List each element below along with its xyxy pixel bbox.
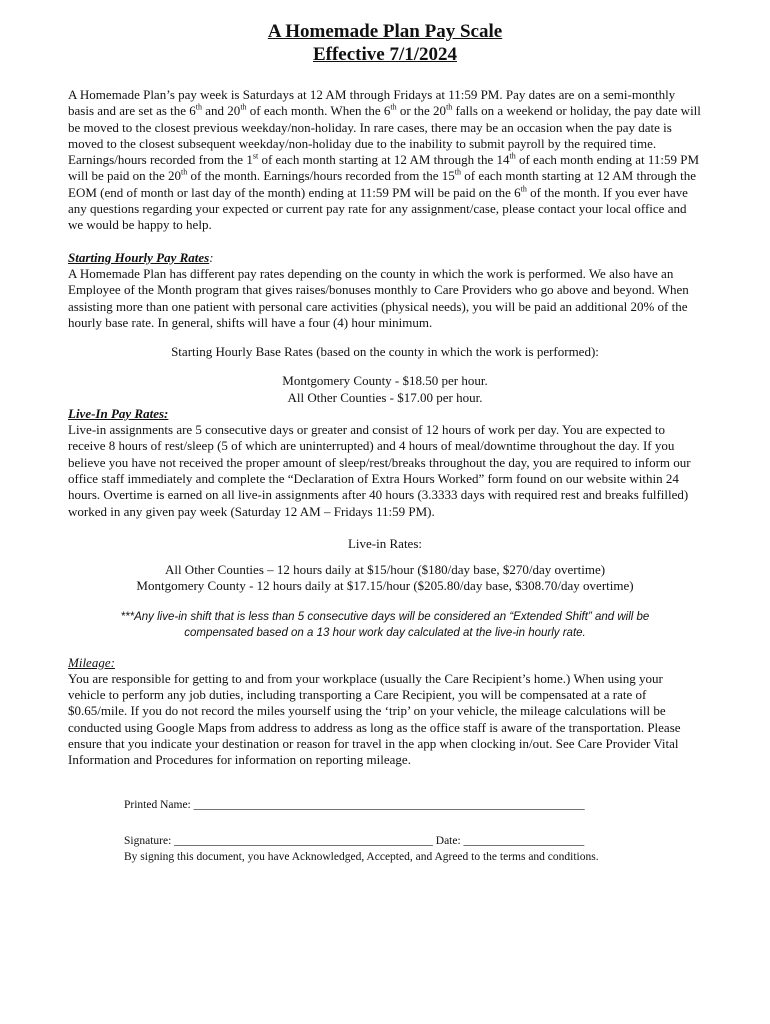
effective-date-title: Effective 7/1/2024	[312, 44, 458, 65]
hourly-rates-body: A Homemade Plan has different pay rates depending on the county in which the work is performed. We also have an Employee of the Month program that gives raises/bonuses monthly to Care Providers who go above and beyond. When assisting more than one patient with personal care activities (physical needs), you will be paid an additional 20% of the hourly base rate. In general, shifts will have a four (4) hour minimum.	[68, 265, 689, 330]
hourly-rates-heading: Starting Hourly Pay Rates	[68, 249, 210, 265]
montgomery-hourly-rate: Montgomery County - $18.50 per hour.	[282, 373, 488, 389]
livein-rate-other-counties: All Other Counties – 12 hours daily at $15/hour ($180/day base, $270/day overtime)	[164, 562, 606, 578]
mileage-heading: Mileage:	[68, 654, 115, 670]
acknowledgement-text: By signing this document, you have Acknowledged, Accepted, and Agreed to the terms and conditions.	[124, 850, 599, 863]
hourly-rates-heading-line: Starting Hourly Pay Rates:	[68, 249, 214, 265]
livein-body: Live-in assignments are 5 consecutive days or greater and consist of 12 hours of work per day. You are expected to receive 8 hours of rest/sleep (5 of which are uninterrupted) and 4 hours of meal/downtime throughout the day. If you believe you have not received the proper amount of sleep/rest/breaks throughout the day, you are required to inform our office staff immediately and complete the “Declaration of Extra Hours Worked” form found on our website within 24 hours. Overtime is earned on all live-in assignments after 40 hours (3.3333 days with required rest and breaks fulfilled) worked in any given pay week (Saturday 12 AM – Fridays 11:59 PM).	[68, 422, 691, 519]
document-title: A Homemade Plan Pay Scale	[267, 21, 503, 42]
printed-name-field[interactable]: Printed Name: ____________________________________________________________________	[124, 798, 585, 811]
base-rates-label: Starting Hourly Base Rates (based on the county in which the work is performed):	[171, 344, 599, 360]
livein-rate-montgomery: Montgomery County - 12 hours daily at $17.15/hour ($205.80/day base, $308.70/day overtime)	[136, 578, 634, 594]
livein-heading: Live-In Pay Rates:	[68, 406, 169, 422]
livein-rates-label: Live-in Rates:	[347, 535, 422, 551]
document-page	[68, 20, 702, 865]
other-counties-hourly-rate: All Other Counties - $17.00 per hour.	[287, 389, 483, 405]
extended-shift-note: ***Any live-in shift that is less than 5 consecutive days will be considered an “Extended Shift” and will be compensated based on a 13 hour work day calculated at the live-in hourly rate.	[120, 610, 650, 639]
intro-paragraph: A Homemade Plan’s pay week is Saturdays at 12 AM through Fridays at 11:59 PM. Pay dates are on a semi-monthly basis and are set as the 6th and 20th of each month. When the 6th or the 20th falls on a weekend or holiday, the pay date will be moved to the closest previous weekday/non-holiday. In rare cases, there may be an occasion when the pay date is moved to the closest subsequent weekday/non-holiday due to the inability to submit payroll by the required time. Earnings/hours recorded from the 1st of each month starting at 12 AM through the 14th of each month ending at 11:59 PM will be paid on the 20th of the month. Earnings/hours recorded from the 15th of each month starting at 12 AM through the EOM (end of month or last day of the month) ending at 11:59 PM will be paid on the 6th of the month. If you ever have any questions regarding your expected or current pay rate for any assignment/case, please contact your local office and we would be happy to help.	[68, 87, 701, 233]
mileage-body: You are responsible for getting to and from your workplace (usually the Care Recipient’s home.) When using your vehicle to perform any job duties, including transporting a Care Recipient, you will be compensated at a rate of $0.65/mile. If you do not record the miles yourself using the ‘trip’ on your vehicle, the mileage calculations will be conducted using Google Maps from address to address as long as the office staff is aware of the transportation. Please ensure that you indicate your destination or reason for travel in the app when clocking in/out. See Care Provider Vital Information and Procedures for information on reporting mileage.	[68, 670, 681, 768]
signature-date-field[interactable]: Signature: _____________________________________________ Date: _____________________	[124, 834, 585, 847]
